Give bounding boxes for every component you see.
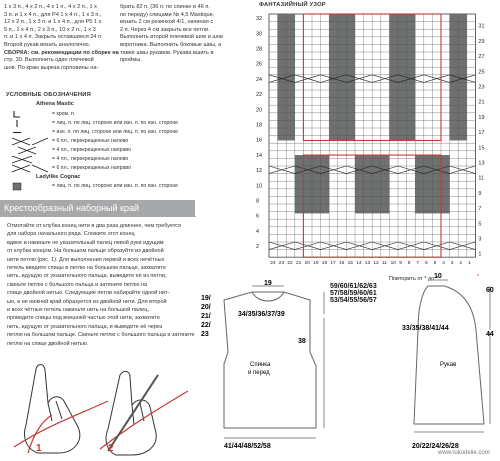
section-banner: Крестообразный наборный край [0, 200, 195, 216]
text-line: от клубка концом. На большом пальце образуйте из двойной [7, 248, 164, 255]
row-number-right: 5 [478, 221, 482, 228]
sleeve-dim-top: 10 [434, 273, 442, 280]
legend-row-purl [6, 128, 246, 137]
column-number: 20 [304, 261, 310, 267]
dim-top: 19 [264, 280, 272, 287]
knit-symbol-icon [10, 119, 50, 128]
row-number-right: 15 [478, 145, 485, 152]
column-number: 4 [442, 261, 445, 267]
column-number: 5 [433, 261, 437, 267]
text-line: также швы рукавов. Рукава вшить в [120, 49, 214, 56]
text-line: и всех чётных петель накиньте нить на большой палец, [7, 307, 149, 314]
top-mid-text-block [120, 4, 248, 65]
column-number: 14 [356, 261, 362, 267]
legend-text: = 6 пл., перекрещенных направо [52, 165, 131, 171]
front-schematic [198, 278, 340, 458]
row-number-left: 10 [256, 183, 263, 190]
cable-6-left-icon [10, 137, 50, 146]
text-line: Выполнить второй плечевой шов и шов [120, 34, 223, 41]
row-number-left: 6 [256, 213, 260, 220]
sleeve-dim-width: 33/35/38/41/44 [402, 325, 449, 332]
contrast-block [389, 14, 415, 140]
text-line: скиньте петлю с большого пальца и затяните петлю на [7, 281, 148, 288]
text-line: петлю на большом пальце. Скиньте петлю с большого пальца и затяните [7, 332, 195, 339]
text-line: нить, идущую от указательного пальца, и выведите её через [7, 323, 163, 330]
text-line: СБОРКА: см. рекомендации по сборке на [4, 49, 119, 56]
column-number: 15 [347, 261, 353, 267]
text-line: проймы. [120, 57, 142, 64]
dim-right-2: 57/58/59/60/61 [330, 290, 377, 297]
legend-text: = 4 пл., перекрещенных налево [52, 156, 129, 162]
front-right-dims [330, 283, 377, 304]
watermark: www.rukodelie.com [438, 450, 490, 456]
column-number: 9 [399, 261, 402, 267]
dim-left-5: 23 [201, 331, 209, 338]
row-number-left: 20 [256, 107, 263, 114]
column-number: 1 [468, 261, 471, 267]
legend-yarn-2: Ladylike Cognac [36, 174, 81, 180]
column-number: 16 [339, 261, 345, 267]
row-number-right: 29 [478, 38, 485, 45]
legend-row-selvage [6, 110, 246, 119]
contrast-square-icon [10, 182, 50, 191]
dim-side: 38 [298, 338, 306, 345]
row-number-left: 4 [256, 228, 260, 235]
column-number: 8 [407, 261, 411, 267]
column-number: 19 [313, 261, 319, 267]
legend-text: = 4 пл., перекрещенных направо [52, 147, 131, 153]
cable-4-left-icon [10, 155, 50, 164]
contrast-block [329, 14, 355, 140]
column-number: 10 [390, 261, 396, 267]
figure-number-2: 2 [108, 443, 114, 454]
legend-row-contrast [6, 182, 246, 191]
text-line: воротника. Выполнить боковые швы, а [120, 41, 222, 48]
row-number-right: 3 [478, 236, 482, 243]
text-line: проведите спицы под внешней частью этой нити, захватите [7, 315, 160, 322]
legend-row-cable-4-right [6, 146, 246, 155]
row-number-right: 17 [478, 130, 485, 137]
row-number-left: 16 [256, 137, 263, 144]
legend-row-cable-6-right [6, 164, 246, 173]
dim-left-2: 20/ [201, 304, 211, 311]
piece-label-1: Спинка [250, 362, 271, 368]
column-number: 18 [321, 261, 328, 267]
text-line: для набора начального ряда. Сложите этот конец [7, 231, 135, 238]
figure-number-1: 1 [36, 443, 42, 454]
cable-4-right-icon [10, 146, 50, 155]
row-number-left: 30 [256, 31, 263, 38]
dim-left-3: 21/ [201, 313, 211, 320]
row-number-left: 24 [256, 76, 263, 83]
row-number-left: 32 [256, 16, 263, 23]
text-line: брать 82 п. (36 п. по спинке и 46 п. [120, 4, 210, 10]
text-line: нить, идущую от указательного пальца, выведите её из петли, [7, 273, 167, 280]
sleeve-dim-bottom: 20/22/24/26/28 [412, 443, 459, 450]
dim-right-3: 53/54/55/56/57 [330, 297, 377, 304]
dim-right-1: 59/60/61/62/63 [330, 283, 377, 290]
row-number-left: 8 [256, 198, 260, 205]
column-number: 17 [330, 261, 336, 267]
column-number: 21 [296, 261, 302, 267]
row-number-right: 25 [478, 69, 485, 76]
hand-illustration [8, 355, 194, 457]
text-line: вязать 2 см резинкой 4/1, начиная с [120, 19, 214, 26]
text-line: петель введите спицы в петлю на большом пальце, захватите [7, 265, 166, 272]
legend-text: = 6 пл., перекрещенных налево [52, 138, 129, 144]
text-line: ью, а не нижней край образуется из двойной нити. Для второй [7, 298, 167, 305]
legend-text: = лиц. п. по лиц. стороне или изн. п. по изн. стороне [52, 120, 179, 126]
text-line: п. и 1 х 4 п. Закрыть оставшиеся 24 п. [4, 34, 103, 41]
text-line: 12 х 2 п., 1 х 3 п. и 1 х 4 п., для Р5 1 х [4, 19, 102, 26]
text-line: Отмотайте от клубка конец нити в два раза длиннее, чем требуется [7, 223, 182, 229]
dim-left-1: 19/ [201, 295, 211, 302]
top-left-text-block [4, 4, 119, 72]
row-number-right: 13 [478, 160, 485, 167]
row-number-right: 27 [478, 54, 485, 61]
row-number-right: 21 [478, 99, 485, 106]
row-number-right: 9 [478, 190, 482, 197]
text-line: 5 п., 1 х 4 п., 2 х 3 п., 10 х 2 п., 1 х 3 [4, 26, 96, 33]
column-number: 3 [450, 261, 454, 267]
repeat-note: Повторить от * до * [389, 276, 438, 282]
column-number: 22 [287, 261, 293, 267]
row-number-left: 14 [256, 152, 263, 159]
row-number-left: 26 [256, 61, 263, 68]
text-line: 3 п. и 1 х 4 п., для Р4 1 х 4 п., 1 х 3 п., [4, 11, 102, 18]
text-line: петлю на спице двойной нитью. [7, 340, 89, 347]
chart-title: ФАНТАЗИЙНЫЙ УЗОР [259, 2, 326, 8]
column-number: 6 [425, 261, 428, 267]
row-number-right: 23 [478, 84, 485, 91]
sleeve-schematic [388, 266, 500, 458]
sleeve-label: Рукав [440, 362, 457, 368]
column-number: 2 [459, 261, 463, 267]
text-line: шов. По краю выреза горловины на- [4, 64, 99, 71]
repeat-star-right: * [477, 274, 480, 280]
text-line: спице двойной нитью. Следующие петли набирайте одной нит- [7, 290, 170, 297]
column-number: 13 [364, 261, 371, 267]
text-line: по переду) спицами № 4,5 Mastique, [120, 11, 215, 18]
legend-text: = изн. п. по лиц. стороне или лиц. п. по изн. стороне [52, 129, 179, 135]
column-number: 24 [270, 261, 276, 267]
cable-6-right-icon [10, 164, 50, 173]
row-number-left: 12 [256, 168, 263, 175]
legend-row-knit [6, 119, 246, 128]
sleeve-dim-length: 44 [486, 331, 494, 338]
column-number: 12 [373, 261, 379, 267]
dim-bottom: 41/44/48/52/58 [224, 443, 271, 450]
text-line: Второй рукав вязать аналогично. [4, 41, 91, 48]
row-number-left: 22 [256, 92, 263, 99]
text-line: 2 п. Через 4 см закрыть все петли. [120, 26, 210, 33]
row-number-left: 18 [256, 122, 263, 129]
pattern-chart [255, 10, 495, 282]
row-number-right: 1 [478, 251, 482, 258]
section-banner-line [0, 216, 196, 217]
knit-instructions [7, 222, 195, 348]
legend-yarn-1: Athena Mastic [36, 101, 74, 107]
legend-row-cable-6-left [6, 137, 246, 146]
text-line: вдвое и накиньте не указательный палец левой руки идущим [7, 239, 164, 246]
sleeve-dim-cap: 60 [486, 287, 494, 294]
row-number-right: 31 [478, 23, 485, 30]
piece-label-2: и перед [248, 370, 270, 376]
column-number: 7 [416, 261, 420, 267]
row-number-left: 28 [256, 46, 263, 53]
row-number-left: 2 [256, 244, 260, 251]
row-number-right: 19 [478, 114, 485, 121]
text-line: стр. 30. Выполнить один плечевой [4, 57, 94, 64]
text-line: нити петлю (рис. 1). Для выполнения первой и всех нечётных [7, 256, 165, 263]
legend-title: УСЛОВНЫЕ ОБОЗНАЧЕНИЯ [6, 92, 91, 98]
legend-text: = лиц. п. по лиц. стороне или изн. п. по изн. стороне [52, 183, 179, 189]
dim-shoulder: 34/35/36/37/39 [238, 311, 285, 318]
row-number-right: 11 [478, 175, 485, 182]
legend-row-cable-4-left [6, 155, 246, 164]
dim-left-4: 22/ [201, 322, 211, 329]
row-number-right: 7 [478, 206, 482, 213]
column-number: 23 [278, 261, 285, 267]
legend-text: = кром. п. [52, 111, 76, 117]
text-line: 1 х 3 п., 4 х 2 п., 4 х 1 п., 4 х 2 п., 1 х [4, 4, 97, 10]
selvage-symbol-icon [10, 110, 50, 119]
column-number: 11 [382, 261, 387, 267]
legend [6, 92, 254, 192]
purl-symbol-icon [10, 128, 50, 137]
